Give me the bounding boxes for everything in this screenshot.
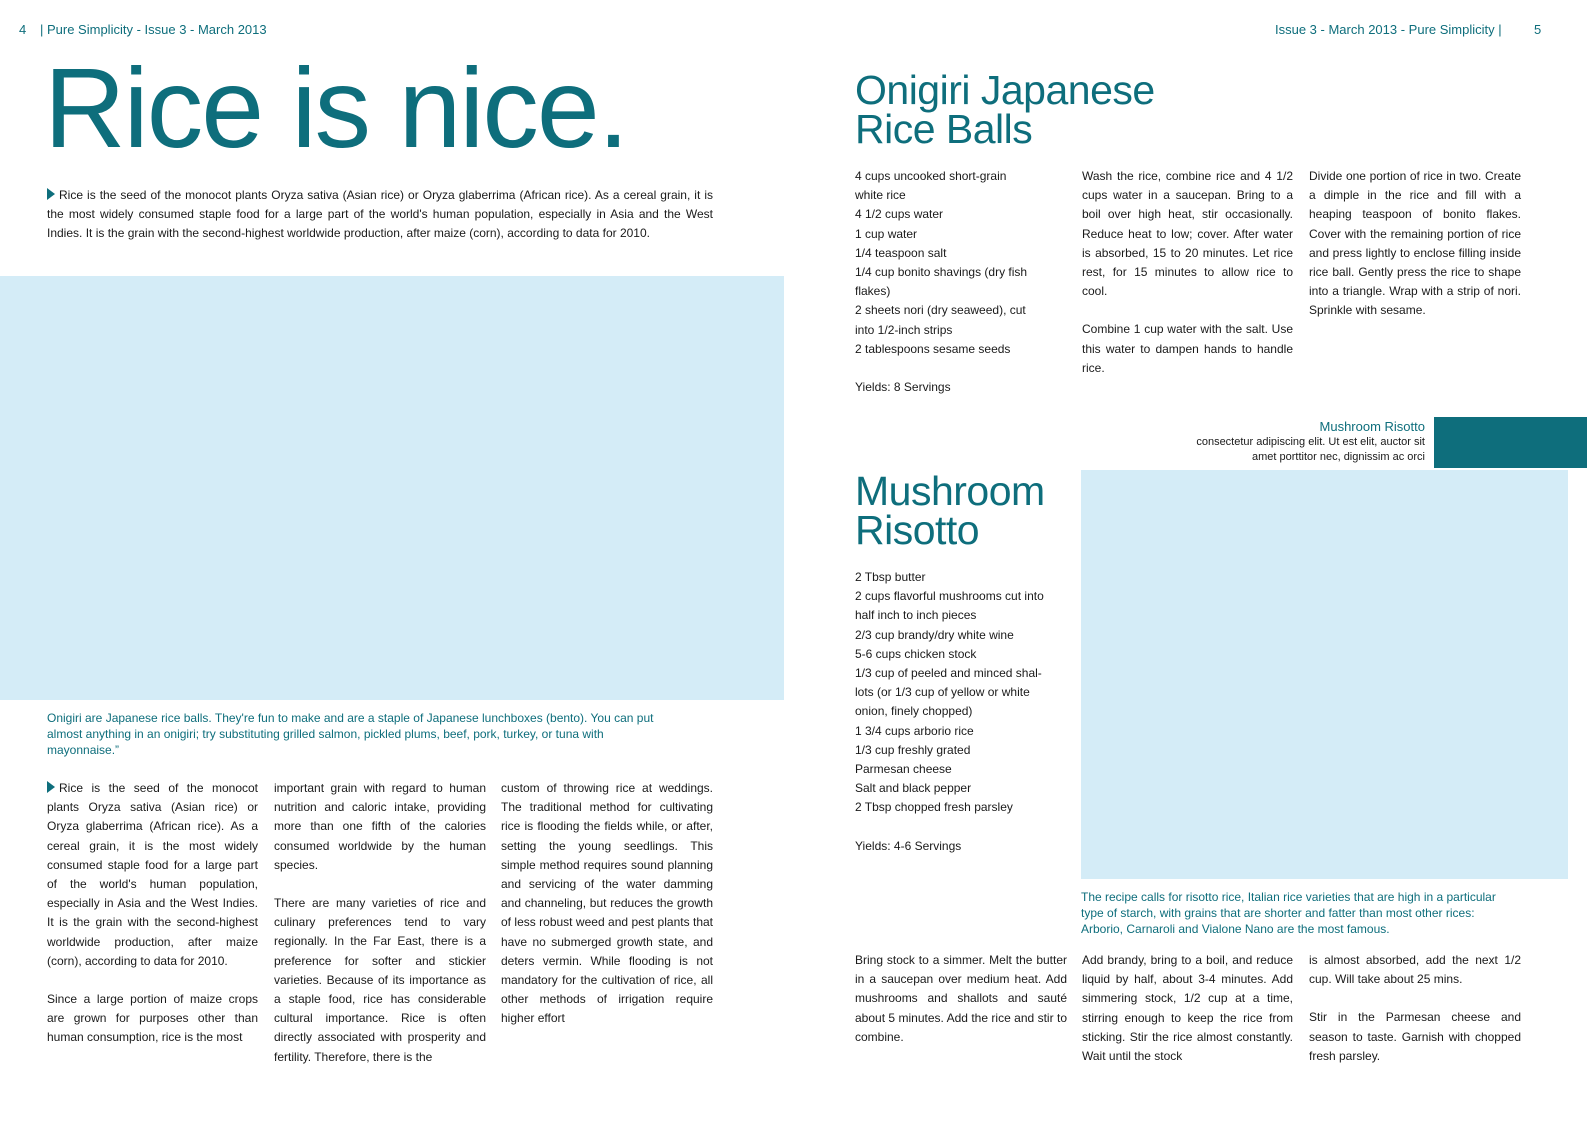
arrow-icon: [47, 781, 55, 793]
risotto-steps-column-3: [1309, 951, 1521, 1066]
onigiri-step-2: Combine 1 cup water with the salt. Use this water to dampen hands to handle rice.: [1082, 322, 1293, 375]
sidebar-line-2: amet porttitor nec, dignissim ac orci: [1251, 451, 1425, 463]
risotto-ingredient: 2 cups flavorful mushrooms cut into: [855, 589, 1044, 604]
article-col1-p2: Since a large portion of maize crops are grown for purposes other than human consumption, rice is the most: [47, 992, 258, 1045]
onigiri-ingredient: white rice: [855, 188, 906, 203]
risotto-steps-column-2: [1082, 951, 1293, 1066]
risotto-step-2: Add brandy, bring to a boil, and reduce liquid by half, about 3-4 minutes. Add simmering stock, 1/2 cup at a time, stirring enough to keep the rice from sticking. Stir the rice almost constantly. Wait until the stock: [1082, 953, 1293, 1064]
teal-accent-block: [1434, 417, 1587, 468]
risotto-step-4: Stir in the Parmesan cheese and season to taste. Garnish with chopped fresh parsley.: [1309, 1010, 1521, 1063]
risotto-yields: Yields: 4-6 Servings: [855, 838, 962, 853]
risotto-ingredient: 2 Tbsp chopped fresh parsley: [855, 800, 1013, 815]
risotto-step-3: is almost absorbed, add the next 1/2 cup. Will take about 25 mins.: [1309, 953, 1521, 987]
onigiri-title-line-1: Onigiri Japanese: [855, 67, 1155, 113]
onigiri-steps-column-1: [1082, 167, 1293, 378]
risotto-ingredients: [855, 568, 1070, 856]
article-column-1: [47, 779, 258, 1048]
sidebar-heading: Mushroom Risotto: [1319, 419, 1425, 434]
left-folio-number: 4: [19, 22, 27, 37]
onigiri-ingredient: 1/4 cup bonito shavings (dry fish: [855, 265, 1028, 280]
risotto-image-placeholder: [1081, 470, 1568, 879]
onigiri-ingredient: into 1/2-inch strips: [855, 322, 953, 337]
page-title: Rice is nice.: [44, 45, 628, 171]
article-col1-p1: Rice is the seed of the monocot plants Oryza sativa (Asian rice) or Oryza glaberrima (African rice). As a cereal grain, it is the most widely consumed staple food for a large part of the world's human population, especially in Asia and the West Indies. It is the grain with the second-highest worldwide production, after maize (corn), according to data for 2010.: [47, 781, 258, 968]
right-folio-text: Issue 3 - March 2013 - Pure Simplicity |: [1275, 22, 1502, 37]
onigiri-title-line-2: Rice Balls: [855, 106, 1033, 152]
onigiri-image-placeholder: [0, 276, 784, 700]
onigiri-ingredients: [855, 167, 1070, 397]
onigiri-step-3: Divide one portion of rice in two. Create a dimple in the rice and fill with a heaping teaspoon of bonito flakes. Cover with the remaining portion of rice and press lightly to enclose filling inside rice ball. Gently press the rice to shape into a triangle. Wrap with a strip of nori. Sprinkle with sesame.: [1309, 169, 1521, 318]
article-col2-p2: There are many varieties of rice and culinary preferences tend to vary regionally. In the Far East, there is a preference for softer and stickier varieties. Because of its importance as a staple food, rice has considerable cultural importance. Rice is often directly associated with prosperity and fertility. Therefore, there is the: [274, 896, 486, 1064]
onigiri-ingredient: 4 cups uncooked short-grain: [855, 169, 1007, 183]
article-col2-p1: important grain with regard to human nutrition and caloric intake, providing more than one fifth of the calories consumed worldwide by the human species.: [274, 781, 486, 872]
risotto-ingredient: 2 Tbsp butter: [855, 570, 926, 584]
risotto-steps-column-1: [855, 951, 1067, 1047]
risotto-step-1: Bring stock to a simmer. Melt the butter in a saucepan over medium heat. Add mushrooms and shallots and sauté about 5 minutes. Add the rice and stir to combine.: [855, 953, 1067, 1044]
risotto-ingredient: half inch to inch pieces: [855, 608, 977, 623]
risotto-ingredient: 1/3 cup of peeled and minced shal-: [855, 666, 1042, 681]
risotto-image-caption: The recipe calls for risotto rice, Italian rice varieties that are high in a particular type of starch, with grains that are shorter and fatter than most other rices: Arborio, Carnaroli and Vialone Nano are the most famous.: [1081, 890, 1496, 936]
arrow-icon: [47, 188, 55, 200]
onigiri-ingredient: flakes): [855, 284, 891, 299]
onigiri-ingredient: 1 cup water: [855, 226, 918, 241]
risotto-ingredient: Parmesan cheese: [855, 762, 952, 777]
onigiri-ingredient: 2 tablespoons sesame seeds: [855, 341, 1011, 356]
risotto-ingredient: 2/3 cup brandy/dry white wine: [855, 627, 1014, 642]
risotto-ingredient: 5-6 cups chicken stock: [855, 646, 977, 661]
article-col3-p1: custom of throwing rice at weddings. The traditional method for cultivating rice is flooding the fields while, or after, setting the young seedlings. This simple method requires sound planning and servicing of the water damming and channeling, but reduces the growth of less robust weed and pest plants that have no submerged growth state, and deters vermin. While flooding is not mandatory for the cultivation of rice, all other methods of irrigation require higher effort: [501, 781, 713, 1026]
risotto-title-line-2: Risotto: [855, 507, 980, 553]
onigiri-yields: Yields: 8 Servings: [855, 380, 951, 395]
risotto-ingredient: onion, finely chopped): [855, 704, 973, 719]
sidebar-line-1: consectetur adipiscing elit. Ut est elit, auctor sit: [1196, 436, 1425, 448]
risotto-sidebar-teaser: [1130, 418, 1425, 465]
onigiri-ingredient: 2 sheets nori (dry seaweed), cut: [855, 303, 1026, 318]
article-column-3: [501, 779, 713, 1029]
onigiri-step-1: Wash the rice, combine rice and 4 1/2 cups water in a saucepan. Bring to a boil over high heat, stir occasionally. Reduce heat to low; cover. After water is absorbed, 15 to 20 minutes. Let rice rest, for 15 minutes to allow rice to cool.: [1082, 169, 1293, 299]
onigiri-title: [855, 67, 1155, 152]
onigiri-image-caption: Onigiri are Japanese rice balls. They're fun to make and are a staple of Japanese lunchboxes (bento). You can put almost anything in an onigiri; try substituting grilled salmon, pickled plums, beef, pork, turkey, or tuna with mayonnaise.”: [47, 711, 654, 757]
article-column-2: [274, 779, 486, 1067]
onigiri-ingredient: 4 1/2 cups water: [855, 207, 944, 222]
onigiri-steps-column-2: [1309, 167, 1521, 321]
risotto-ingredient: Salt and black pepper: [855, 781, 972, 796]
intro-paragraph: [47, 186, 713, 244]
onigiri-ingredient: 1/4 teaspoon salt: [855, 245, 947, 260]
intro-text: Rice is the seed of the monocot plants Oryza sativa (Asian rice) or Oryza glaberrima (African rice). As a cereal grain, it is the most widely consumed staple food for a large part of the world's human population, especially in Asia and the West Indies. It is the grain with the second-highest worldwide production, after maize (corn), according to data for 2010.: [47, 188, 713, 241]
risotto-ingredient: lots (or 1/3 cup of yellow or white: [855, 685, 1030, 700]
right-folio-number: 5: [1534, 22, 1542, 37]
left-folio-text: | Pure Simplicity - Issue 3 - March 2013: [40, 22, 267, 37]
risotto-ingredient: 1/3 cup freshly grated: [855, 742, 971, 757]
risotto-ingredient: 1 3/4 cups arborio rice: [855, 723, 974, 738]
risotto-title-line-1: Mushroom: [855, 468, 1045, 514]
risotto-title: [855, 468, 1045, 553]
